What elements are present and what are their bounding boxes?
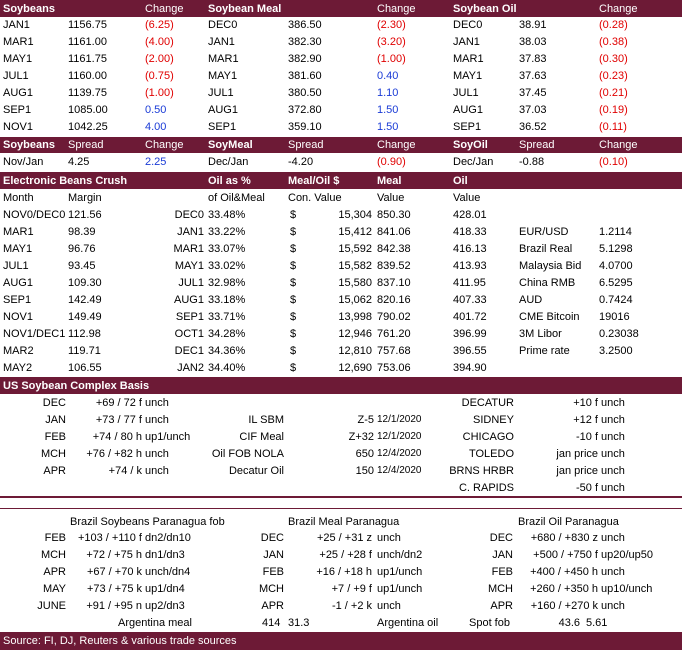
brazil-oil-change: unch	[601, 566, 625, 578]
basis-value: jan price	[556, 448, 598, 460]
fx-label: 3M Libor	[519, 328, 562, 340]
brazil-oil-month: APR	[490, 600, 513, 612]
brazil-oil-value: +160 / +270 k	[530, 600, 598, 612]
brazil-meal-month: FEB	[262, 566, 284, 578]
futures-change: (0.19)	[599, 104, 628, 116]
basis-value: -50 f	[575, 482, 598, 494]
crush-header-oil-pct: Oil as %	[208, 175, 251, 187]
brazil-meal-month: APR	[261, 600, 284, 612]
basis-month: MCH	[40, 448, 66, 460]
futures-price: 36.52	[519, 121, 547, 133]
crush-month: NOV1/DEC1	[3, 328, 66, 340]
basis-month: JAN	[45, 414, 66, 426]
brazil-soy-change: unch/dn4	[145, 566, 191, 578]
spreads-header-change: Change	[599, 139, 638, 151]
crush-oil-month: MAR1	[173, 243, 204, 255]
futures-header-band	[0, 0, 682, 17]
basis-title: US Soybean Complex Basis	[3, 380, 150, 392]
spreads-header-spread: Spread	[68, 139, 104, 151]
crush-oil-value: 418.33	[453, 226, 487, 238]
basis-value: +12 f	[573, 414, 598, 426]
crush-oil-value: 428.01	[453, 209, 487, 221]
crush-month: MAY1	[3, 243, 33, 255]
basis-mid-value: 650	[355, 448, 374, 460]
basis-month: DEC	[42, 397, 66, 409]
futures-change: (2.30)	[377, 19, 406, 31]
futures-month: MAR1	[208, 53, 239, 65]
crush-meal-value: 837.10	[377, 277, 411, 289]
basis-location: TOLEDO	[468, 448, 514, 460]
argentina-meal-value: 414	[262, 617, 281, 629]
spreads-header-spread: Spread	[288, 139, 324, 151]
brazil-oil-change: up20/up50	[601, 549, 653, 561]
basis-change: unch	[145, 397, 169, 409]
brazil-meal-value: -1 / +2 k	[331, 600, 372, 612]
futures-price: 37.45	[519, 87, 547, 99]
futures-price: 381.60	[288, 70, 322, 82]
crush-oil-value: 407.33	[453, 294, 487, 306]
crush-month: MAR1	[3, 226, 34, 238]
basis-value: +74 / 80 h	[92, 431, 142, 443]
futures-month: JUL1	[3, 70, 29, 82]
futures-change: (4.00)	[145, 36, 174, 48]
futures-change: 1.50	[377, 104, 399, 116]
brazil-oil-value: +400 / +450 h	[530, 566, 598, 578]
crush-month: SEP1	[3, 294, 32, 306]
crush-margin: 149.49	[68, 311, 102, 323]
crush-title: Electronic Beans Crush	[3, 175, 128, 187]
crush-margin: 121.56	[68, 209, 102, 221]
brazil-soy-value: +73 / +75 k	[86, 583, 142, 595]
futures-change: (0.30)	[599, 53, 628, 65]
basis-value: -10 f	[575, 431, 598, 443]
crush-convalue: 13,998	[338, 311, 372, 323]
fx-label: Prime rate	[519, 345, 570, 357]
crush-sub-meal-value: Value	[377, 192, 405, 204]
futures-month: DEC0	[453, 19, 483, 31]
spread-value: -0.88	[519, 156, 545, 168]
basis-mid-value: Z-5	[357, 414, 374, 426]
futures-price: 1042.25	[68, 121, 108, 133]
crush-oil-value: 394.90	[453, 362, 487, 374]
brazil-meal-change: up1/unch	[377, 566, 423, 578]
futures-change: (0.11)	[599, 121, 627, 133]
basis-value: +69 / 72 f	[95, 397, 142, 409]
crush-sub-month: Month	[3, 192, 34, 204]
futures-change: (0.38)	[599, 36, 628, 48]
futures-price: 380.50	[288, 87, 322, 99]
futures-price: 1161.75	[68, 53, 107, 65]
crush-margin: 142.49	[68, 294, 102, 306]
fx-label: AUD	[519, 294, 543, 306]
brazil-soy-change: up2/dn3	[145, 600, 185, 612]
fx-value: 1.2114	[599, 226, 632, 238]
argentina-oil-change: 5.61	[586, 617, 608, 629]
brazil-meal-change: up1/unch	[377, 583, 423, 595]
brazil-soy-month: MAY	[42, 583, 66, 595]
crush-sub-margin: Margin	[68, 192, 102, 204]
crush-month: MAR2	[3, 345, 34, 357]
basis-change: unch	[145, 448, 169, 460]
futures-change: (0.23)	[599, 70, 628, 82]
crush-meal-value: 850.30	[377, 209, 411, 221]
brazil-soy-month: JUNE	[37, 600, 66, 612]
brazil-soy-change: up1/dn4	[145, 583, 185, 595]
crush-oil-month: DEC0	[174, 209, 204, 221]
crush-oil-value: 411.95	[453, 277, 486, 289]
brazil-meal-value: +25 / +28 f	[319, 549, 372, 561]
brazil-soy-change: dn2/dn10	[145, 532, 191, 544]
crush-meal-value: 820.16	[377, 294, 411, 306]
crush-dollar: $	[290, 226, 297, 238]
futures-header-soybeans: Soybeans	[3, 3, 55, 15]
futures-change: (6.25)	[145, 19, 174, 31]
crush-meal-value: 790.02	[377, 311, 411, 323]
spread-label: Nov/Jan	[3, 156, 44, 168]
crush-margin: 106.55	[68, 362, 102, 374]
brazil-meal-change: unch	[377, 532, 401, 544]
spreads-header-soyoil: SoyOil	[453, 139, 488, 151]
basis-month: APR	[43, 465, 66, 477]
crush-convalue: 15,412	[338, 226, 372, 238]
brazil-meal-month: JAN	[263, 549, 284, 561]
crush-convalue: 12,946	[338, 328, 372, 340]
futures-header-change: Change	[377, 3, 416, 15]
spreads-header-change: Change	[377, 139, 416, 151]
crush-meal-value: 842.38	[377, 243, 411, 255]
fx-value: 0.7424	[599, 294, 633, 306]
crush-oil-pct: 34.40%	[208, 362, 246, 374]
brazil-soy-month: APR	[43, 566, 66, 578]
crush-meal-value: 841.06	[377, 226, 411, 238]
crush-month: AUG1	[3, 277, 33, 289]
crush-month: JUL1	[3, 260, 29, 272]
crush-dollar: $	[290, 277, 297, 289]
crush-meal-value: 757.68	[377, 345, 411, 357]
brazil-oil-value: +500 / +750 f	[533, 549, 598, 561]
brazil-oil-month: MCH	[487, 583, 513, 595]
basis-value: +10 f	[573, 397, 598, 409]
futures-price: 1156.75	[68, 19, 107, 31]
argentina-meal-change: 31.3	[288, 617, 310, 629]
argentina-oil-label: Argentina oil	[377, 617, 439, 629]
futures-price: 382.90	[288, 53, 322, 65]
futures-month: MAR1	[453, 53, 484, 65]
futures-month: SEP1	[208, 121, 237, 133]
basis-mid-value: Z+32	[348, 431, 374, 443]
futures-month: MAY1	[453, 70, 483, 82]
futures-price: 382.30	[288, 36, 322, 48]
argentina-oil-value: 43.6	[558, 617, 580, 629]
crush-dollar: $	[290, 209, 297, 221]
futures-month: NOV1	[3, 121, 33, 133]
futures-change: 0.40	[377, 70, 399, 82]
crush-oil-pct: 33.22%	[208, 226, 246, 238]
basis-mid-value: 150	[355, 465, 374, 477]
fx-value: 6.5295	[599, 277, 633, 289]
crush-oil-value: 416.13	[453, 243, 487, 255]
futures-month: MAY1	[3, 53, 33, 65]
fx-label: CME Bitcoin	[519, 311, 580, 323]
futures-month: JAN1	[453, 36, 480, 48]
crush-margin: 112.98	[68, 328, 101, 340]
crush-margin: 96.76	[68, 243, 96, 255]
basis-change: unch	[145, 414, 169, 426]
crush-convalue: 15,062	[338, 294, 372, 306]
futures-month: JAN1	[208, 36, 235, 48]
crush-oil-month: OCT1	[174, 328, 204, 340]
brazil-soy-value: +67 / +70 k	[86, 566, 142, 578]
futures-header-change: Change	[145, 3, 184, 15]
brazil-oil-change: unch	[601, 600, 625, 612]
futures-month: SEP1	[3, 104, 32, 116]
basis-month: FEB	[44, 431, 66, 443]
brazil-meal-value: +25 / +31 z	[316, 532, 372, 544]
crush-oil-month: JAN1	[177, 226, 204, 238]
crush-sub-oilmeal: of Oil&Meal	[208, 192, 265, 204]
basis-location: C. RAPIDS	[458, 482, 514, 494]
crush-oil-month: DEC1	[174, 345, 204, 357]
fx-label: China RMB	[519, 277, 576, 289]
futures-change: 0.50	[145, 104, 167, 116]
brazil-oil-title: Brazil Oil Paranagua	[518, 516, 619, 528]
futures-price: 1085.00	[68, 104, 108, 116]
brazil-soy-value: +91 / +95 n	[86, 600, 142, 612]
basis-location: BRNS HRBR	[449, 465, 514, 477]
futures-change: 4.00	[145, 121, 167, 133]
basis-value: +74 / k	[108, 465, 142, 477]
crush-meal-value: 839.52	[377, 260, 411, 272]
basis-mid-label: Decatur Oil	[228, 465, 284, 477]
fx-value: 0.23038	[599, 328, 639, 340]
fx-value: 3.2500	[599, 345, 633, 357]
basis-change: unch	[601, 397, 625, 409]
brazil-oil-value: +260 / +350 h	[530, 583, 598, 595]
brazil-meal-title: Brazil Meal Paranagua	[288, 516, 400, 528]
divider	[0, 508, 682, 509]
crush-margin: 119.71	[68, 345, 101, 357]
crush-dollar: $	[290, 362, 297, 374]
crush-oil-pct: 33.48%	[208, 209, 246, 221]
futures-price: 1160.00	[68, 70, 107, 82]
futures-price: 1139.75	[68, 87, 107, 99]
brazil-oil-change: up10/unch	[601, 583, 653, 595]
basis-value: jan price	[556, 465, 598, 477]
crush-header-meal-oil: Meal/Oil $	[288, 175, 340, 187]
crush-oil-pct: 34.28%	[208, 328, 246, 340]
crush-dollar: $	[290, 345, 297, 357]
brazil-soy-value: +72 / +75 h	[86, 549, 142, 561]
brazil-meal-value: +16 / +18 h	[316, 566, 372, 578]
crush-dollar: $	[290, 328, 297, 340]
basis-change: unch	[601, 414, 625, 426]
brazil-soy-change: dn1/dn3	[145, 549, 185, 561]
crush-convalue: 12,810	[338, 345, 372, 357]
futures-change: (0.28)	[599, 19, 628, 31]
crush-month: NOV0/DEC0	[3, 209, 66, 221]
crush-margin: 109.30	[68, 277, 102, 289]
brazil-oil-change: unch	[601, 532, 625, 544]
brazil-soy-month: MCH	[40, 549, 66, 561]
crush-oil-pct: 34.36%	[208, 345, 246, 357]
crush-convalue: 15,592	[338, 243, 372, 255]
spread-change: (0.90)	[377, 156, 406, 168]
brazil-meal-change: unch	[377, 600, 401, 612]
futures-month: JAN1	[3, 19, 30, 31]
spread-value: -4.20	[288, 156, 314, 168]
futures-header-soybean-meal: Soybean Meal	[208, 3, 282, 15]
spreads-header-spread: Spread	[519, 139, 555, 151]
futures-change: 1.50	[377, 121, 399, 133]
futures-price: 37.83	[519, 53, 547, 65]
basis-location: DECATUR	[461, 397, 514, 409]
crush-oil-pct: 33.18%	[208, 294, 246, 306]
fx-label: EUR/USD	[519, 226, 569, 238]
futures-month: JUL1	[208, 87, 234, 99]
crush-oil-value: 413.93	[453, 260, 487, 272]
futures-price: 37.63	[519, 70, 547, 82]
futures-month: DEC0	[208, 19, 238, 31]
basis-mid-date: 12/1/2020	[377, 431, 422, 442]
spreads-header-soybeans: Soybeans	[3, 139, 55, 151]
futures-price: 1161.00	[68, 36, 107, 48]
basis-location: CHICAGO	[462, 431, 514, 443]
crush-month: MAY2	[3, 362, 33, 374]
crush-oil-pct: 33.02%	[208, 260, 246, 272]
crush-sub-convalue: Con. Value	[288, 192, 342, 204]
basis-change: up1/unch	[145, 431, 191, 443]
crush-sub-oil-value: Value	[453, 192, 481, 204]
crush-oil-month: SEP1	[175, 311, 204, 323]
futures-month: AUG1	[3, 87, 33, 99]
spreads-header-soymeal: SoyMeal	[208, 139, 253, 151]
futures-month: AUG1	[208, 104, 238, 116]
basis-change: unch	[145, 465, 169, 477]
argentina-oil-basis: Spot fob	[469, 617, 510, 629]
spread-label: Dec/Jan	[208, 156, 249, 168]
crush-oil-value: 396.55	[453, 345, 487, 357]
basis-mid-label: IL SBM	[248, 414, 284, 426]
basis-mid-date: 12/1/2020	[377, 414, 422, 425]
fx-label: Brazil Real	[519, 243, 573, 255]
spread-change: 2.25	[145, 156, 167, 168]
basis-value: +73 / 77 f	[95, 414, 142, 426]
spreads-header-change: Change	[145, 139, 184, 151]
crush-month: NOV1	[3, 311, 33, 323]
basis-location: SIDNEY	[473, 414, 514, 426]
crush-oil-pct: 33.71%	[208, 311, 246, 323]
crush-margin: 98.39	[68, 226, 96, 238]
brazil-soy-month: FEB	[44, 532, 66, 544]
spread-change: (0.10)	[599, 156, 628, 168]
futures-change: (1.00)	[145, 87, 174, 99]
crush-oil-value: 396.99	[453, 328, 487, 340]
futures-month: JUL1	[453, 87, 479, 99]
basis-mid-label: Oil FOB NOLA	[211, 448, 284, 460]
brazil-meal-change: unch/dn2	[377, 549, 423, 561]
crush-convalue: 15,304	[338, 209, 372, 221]
crush-convalue: 15,582	[338, 260, 372, 272]
argentina-meal-label: Argentina meal	[118, 617, 192, 629]
crush-meal-value: 761.20	[377, 328, 411, 340]
futures-change: (2.00)	[145, 53, 174, 65]
crush-dollar: $	[290, 311, 297, 323]
crush-oil-month: JAN2	[177, 362, 204, 374]
fx-label: Malaysia Bid	[519, 260, 582, 272]
divider	[0, 496, 682, 498]
crush-oil-month: MAY1	[174, 260, 204, 272]
crush-dollar: $	[290, 260, 297, 272]
futures-price: 372.80	[288, 104, 322, 116]
basis-value: +76 / +82 h	[86, 448, 142, 460]
crush-margin: 93.45	[68, 260, 96, 272]
basis-mid-date: 12/4/2020	[377, 448, 422, 459]
brazil-oil-month: FEB	[491, 566, 513, 578]
basis-change: unch	[601, 431, 625, 443]
brazil-oil-month: JAN	[492, 549, 513, 561]
futures-change: (1.00)	[377, 53, 406, 65]
crush-header-meal: Meal	[377, 175, 402, 187]
futures-month: AUG1	[453, 104, 483, 116]
futures-price: 38.03	[519, 36, 547, 48]
futures-price: 37.03	[519, 104, 547, 116]
futures-header-change: Change	[599, 3, 638, 15]
brazil-soy-title: Brazil Soybeans Paranagua fob	[70, 516, 225, 528]
source-text: Source: FI, DJ, Reuters & various trade sources	[3, 635, 237, 647]
crush-oil-pct: 33.07%	[208, 243, 246, 255]
basis-change: unch	[601, 482, 625, 494]
brazil-meal-value: +7 / +9 f	[331, 583, 372, 595]
spread-label: Dec/Jan	[453, 156, 494, 168]
futures-price: 38.91	[519, 19, 547, 31]
fx-value: 5.1298	[599, 243, 633, 255]
basis-mid-label: CIF Meal	[239, 431, 284, 443]
futures-month: SEP1	[453, 121, 482, 133]
brazil-oil-month: DEC	[489, 532, 513, 544]
crush-oil-month: JUL1	[178, 277, 204, 289]
basis-change: unch	[601, 465, 625, 477]
basis-mid-date: 12/4/2020	[377, 465, 422, 476]
crush-convalue: 12,690	[338, 362, 372, 374]
crush-convalue: 15,580	[338, 277, 372, 289]
futures-change: (0.21)	[599, 87, 628, 99]
fx-value: 4.0700	[599, 260, 633, 272]
brazil-meal-month: MCH	[258, 583, 284, 595]
futures-month: MAR1	[3, 36, 34, 48]
brazil-oil-value: +680 / +830 z	[530, 532, 598, 544]
futures-change: (0.75)	[145, 70, 174, 82]
crush-header-oil: Oil	[453, 175, 468, 187]
futures-header-soybean-oil: Soybean Oil	[453, 3, 517, 15]
brazil-meal-month: DEC	[260, 532, 284, 544]
futures-month: MAY1	[208, 70, 238, 82]
fx-value: 19016	[599, 311, 630, 323]
brazil-soy-value: +103 / +110 f	[77, 532, 142, 544]
crush-oil-value: 401.72	[453, 311, 487, 323]
futures-price: 359.10	[288, 121, 322, 133]
futures-change: (3.20)	[377, 36, 406, 48]
futures-price: 386.50	[288, 19, 322, 31]
futures-change: 1.10	[377, 87, 399, 99]
spread-value: 4.25	[68, 156, 90, 168]
basis-change: unch	[601, 448, 625, 460]
crush-oil-month: AUG1	[174, 294, 204, 306]
crush-meal-value: 753.06	[377, 362, 411, 374]
crush-oil-pct: 32.98%	[208, 277, 246, 289]
crush-dollar: $	[290, 294, 297, 306]
crush-dollar: $	[290, 243, 297, 255]
